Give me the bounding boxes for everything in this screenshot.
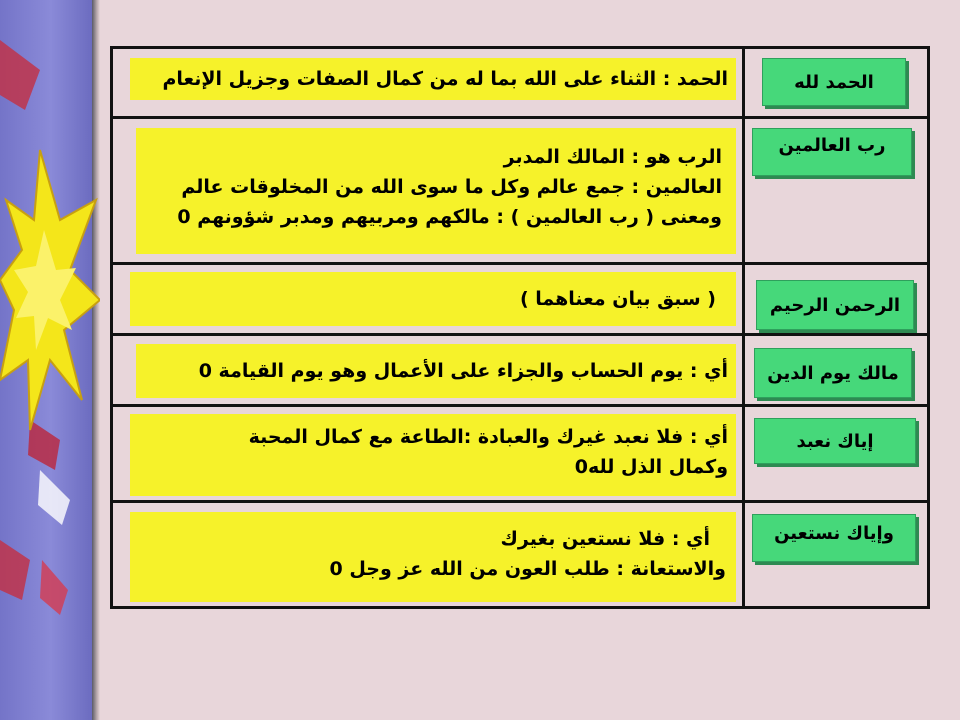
term-label: الرحمن الرحيم — [769, 294, 901, 316]
term-label: رب العالمين — [778, 135, 886, 156]
column-divider — [742, 46, 745, 609]
definition-line: أي : فلا نستعين بغيرك — [500, 528, 710, 550]
term-button-iyyaka-nabudu[interactable] — [754, 418, 916, 464]
definition-box-alhamdulillah — [130, 58, 736, 100]
definition-line: ( سبق بيان معناهما ) — [519, 288, 716, 310]
term-label: وإياك نستعين — [774, 523, 894, 544]
row-divider — [110, 500, 930, 503]
starburst-decoration-icon — [0, 0, 100, 720]
definition-box-iyyaka-nabudu — [130, 414, 736, 496]
row-divider — [110, 404, 930, 407]
term-button-rabb-alalamin[interactable] — [752, 128, 912, 176]
definition-box-rabb-alalamin — [136, 128, 736, 254]
definition-line: والاستعانة : طلب العون من الله عز وجل 0 — [329, 558, 726, 580]
row-divider — [110, 116, 930, 119]
term-button-iyyaka-nastain[interactable] — [752, 514, 916, 562]
term-label: مالك يوم الدين — [767, 362, 899, 384]
definition-line: أي : يوم الحساب والجزاء على الأعمال وهو يوم القيامة 0 — [198, 360, 728, 382]
term-label: إياك نعبد — [796, 430, 874, 452]
row-divider — [110, 262, 930, 265]
row-divider — [110, 333, 930, 336]
term-label: الحمد لله — [794, 71, 874, 93]
definition-line: العالمين : جمع عالم وكل ما سوى الله من المخلوقات عالم — [181, 176, 722, 198]
definition-line: الرب هو : المالك المدبر — [503, 146, 722, 168]
definition-box-malik-yawm-aldin — [136, 344, 736, 398]
definition-line: الحمد : الثناء على الله بما له من كمال الصفات وجزيل الإنعام — [162, 68, 728, 90]
term-button-alrahman-alrahim[interactable] — [756, 280, 914, 330]
definition-box-iyyaka-nastain — [130, 512, 736, 602]
term-button-malik-yawm-aldin[interactable] — [754, 348, 912, 398]
definition-box-alrahman-alrahim — [130, 272, 736, 326]
definition-line: أي : فلا نعبد غيرك والعبادة :الطاعة مع كمال المحبة — [248, 426, 728, 448]
definition-line: وكمال الذل لله0 — [574, 456, 728, 478]
definition-line: ومعنى ( رب العالمين ) : مالكهم ومربيهم ومدبر شؤونهم 0 — [177, 206, 722, 228]
term-button-alhamdulillah[interactable] — [762, 58, 906, 106]
